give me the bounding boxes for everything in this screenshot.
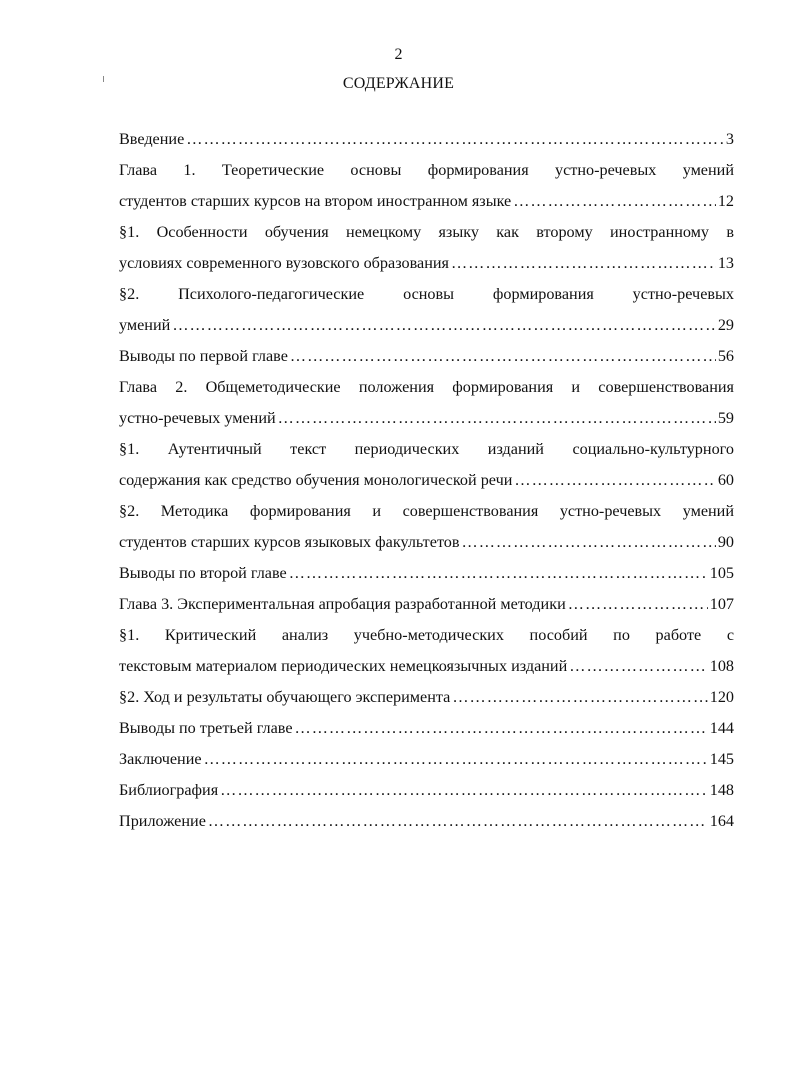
toc-entry [119, 279, 734, 341]
toc-entry-last-line [119, 744, 734, 775]
toc-entry [119, 434, 734, 496]
toc-entry-page: 107 [709, 595, 734, 613]
toc-entry-page: 148 [709, 781, 734, 799]
toc-entry-last-line [119, 682, 734, 713]
toc-entry-title: Заключение [119, 750, 202, 768]
dot-leader [278, 403, 716, 434]
dot-leader [204, 744, 708, 775]
dot-leader [208, 806, 708, 837]
toc-entry-title: устно-речевых умений [119, 409, 276, 427]
toc-entry [119, 775, 734, 806]
toc-entry [119, 217, 734, 279]
toc-entry-line: §2. Методика формирования и совершенствования устно-речевых умений [119, 502, 734, 520]
toc-entry [119, 806, 734, 837]
page-number: 2 [394, 46, 403, 63]
toc-entry-last-line [119, 651, 734, 682]
toc-entry-title: студентов старших курсов языковых факультетов [119, 533, 460, 551]
toc-entry [119, 124, 734, 155]
toc-entry-title: умений [119, 316, 171, 334]
toc-entry-title: содержания как средство обучения монологической речи [119, 471, 513, 489]
toc-entry [119, 589, 734, 620]
toc-entry-title: студентов старших курсов на втором иностранном языке [119, 192, 512, 210]
toc-entry-last-line [119, 527, 734, 558]
toc-entry-page: 108 [709, 657, 734, 675]
dot-leader [568, 589, 708, 620]
toc-entry-title: Библиография [119, 781, 219, 799]
toc-entry-page: 60 [717, 471, 734, 489]
toc-entry-page: 3 [725, 130, 734, 148]
toc-entry-line: §1. Особенности обучения немецкому языку как второму иностранному в [119, 223, 734, 241]
toc-entry-page: 144 [709, 719, 734, 737]
toc-entry-title: Выводы по третьей главе [119, 719, 293, 737]
toc-entry-last-line [119, 465, 734, 496]
dot-leader [452, 682, 707, 713]
toc-entry-page: 13 [717, 254, 734, 272]
toc-entry [119, 155, 734, 217]
toc-entry-line: §2. Психолого-педагогические основы формирования устно-речевых [119, 285, 734, 303]
toc-entry-last-line [119, 186, 734, 217]
dot-leader [295, 713, 708, 744]
toc-entry-page: 164 [709, 812, 734, 830]
toc-entry-page: 120 [709, 688, 734, 706]
toc-entry-page: 90 [717, 533, 734, 551]
toc-entry-title: условиях современного вузовского образования [119, 254, 449, 272]
toc-entry-page: 29 [717, 316, 734, 334]
dot-leader [569, 651, 707, 682]
toc-entry-last-line [119, 558, 734, 589]
toc-entry-last-line [119, 248, 734, 279]
toc-entry-title: Выводы по первой главе [119, 347, 288, 365]
dot-leader [186, 124, 724, 155]
dot-leader [289, 558, 708, 589]
toc-entry-title: Выводы по второй главе [119, 564, 287, 582]
toc-entry-line: Глава 1. Теоретические основы формирования устно-речевых умений [119, 161, 734, 179]
toc-entry-last-line [119, 589, 734, 620]
toc-entry-line: Глава 2. Общеметодические положения формирования и совершенствования [119, 378, 734, 396]
toc-entry [119, 744, 734, 775]
toc-entry-title: текстовым материалом периодических немецкоязычных изданий [119, 657, 568, 675]
dot-leader [514, 465, 715, 496]
toc-entry [119, 558, 734, 589]
toc-entry-page: 56 [717, 347, 734, 365]
toc-entry-last-line [119, 713, 734, 744]
toc-entry [119, 372, 734, 434]
toc-entry-title: §2. Ход и результаты обучающего эксперимента [119, 688, 451, 706]
toc-entry [119, 341, 734, 372]
toc-entry-title: Глава 3. Экспериментальная апробация разработанной методики [119, 595, 566, 613]
dot-leader [220, 775, 708, 806]
toc-entry [119, 713, 734, 744]
toc-entry-page: 105 [709, 564, 734, 582]
toc-entry-page: 145 [709, 750, 734, 768]
toc-entry-last-line [119, 806, 734, 837]
toc-entry-title: Введение [119, 130, 185, 148]
dot-leader [513, 186, 716, 217]
toc-entry-last-line [119, 310, 734, 341]
dot-leader [172, 310, 716, 341]
page-title: СОДЕРЖАНИЕ [342, 75, 455, 92]
toc-entry-line: §1. Аутентичный текст периодических изданий социально-культурного [119, 440, 734, 458]
toc-entry-title: Приложение [119, 812, 206, 830]
toc-entry-last-line [119, 403, 734, 434]
toc-entry [119, 496, 734, 558]
toc-entry [119, 682, 734, 713]
toc-entry-last-line [119, 775, 734, 806]
toc-entry-last-line [119, 124, 734, 155]
toc-entry-last-line [119, 341, 734, 372]
toc-entry-page: 59 [717, 409, 734, 427]
dot-leader [290, 341, 716, 372]
dot-leader [462, 527, 716, 558]
toc-entry-page: 12 [717, 192, 734, 210]
table-of-contents [119, 124, 734, 837]
toc-entry-line: §1. Критический анализ учебно-методических пособий по работе с [119, 626, 734, 644]
dot-leader [451, 248, 716, 279]
toc-entry [119, 620, 734, 682]
